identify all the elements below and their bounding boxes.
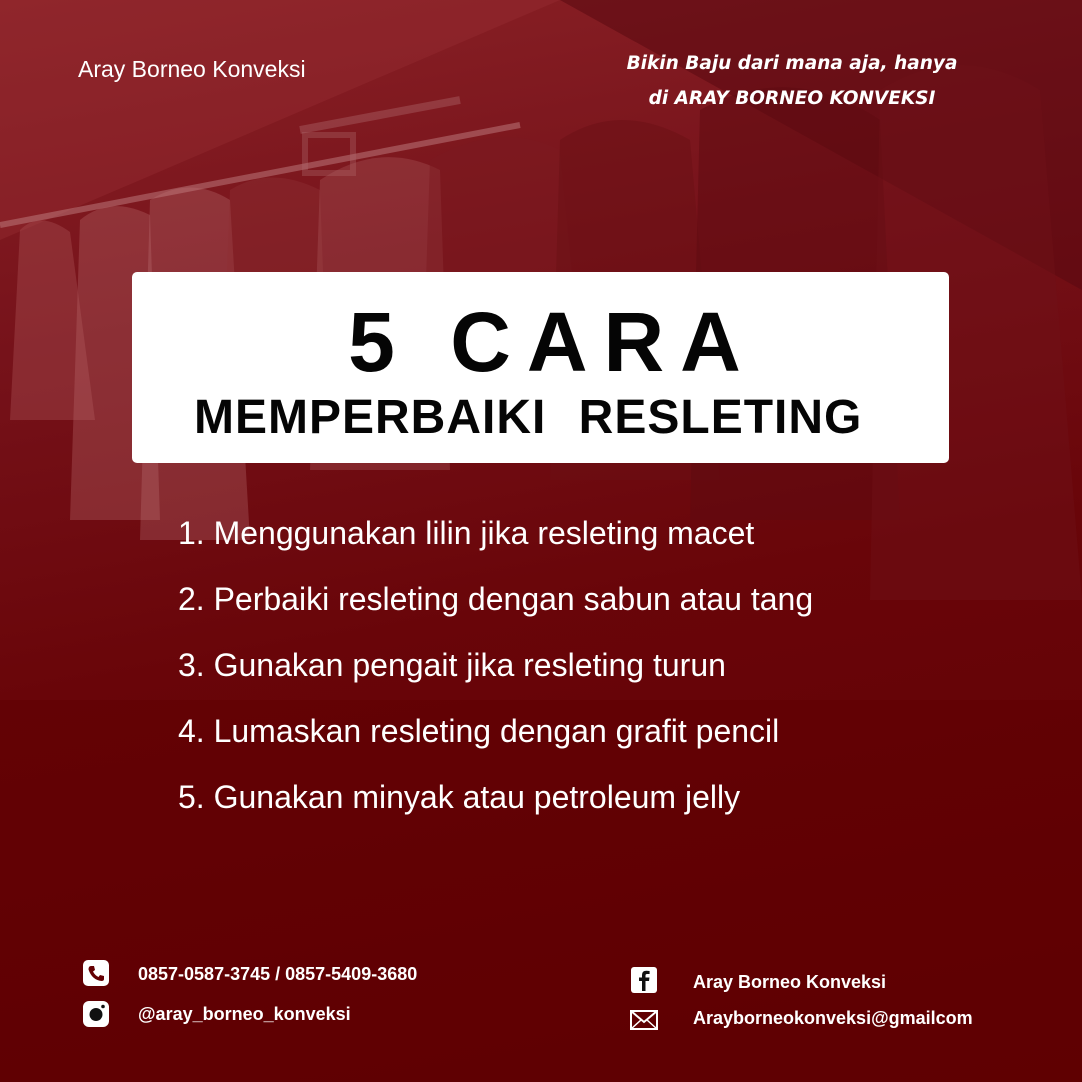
- instagram-icon: [82, 1000, 110, 1028]
- title-box: [132, 272, 949, 463]
- tagline-line1: Bikin Baju dari mana aja, hanya: [626, 53, 958, 74]
- tagline: [582, 46, 1002, 116]
- title-line2: MEMPERBAIKI RESLETING: [194, 391, 863, 444]
- phone-icon: [82, 959, 110, 987]
- instagram-handle: @aray_borneo_konveksi: [138, 1004, 351, 1024]
- step-item: 5. Gunakan minyak atau petroleum jelly: [178, 779, 741, 815]
- steps-list: [178, 500, 813, 830]
- envelope-icon: [630, 1009, 658, 1031]
- facebook-name: Aray Borneo Konveksi: [693, 972, 887, 992]
- brand-name: Aray Borneo Konveksi: [78, 56, 306, 82]
- phone-numbers: 0857-0587-3745 / 0857-5409-3680: [138, 964, 418, 984]
- email-address: Arayborneokonveksi@gmailcom: [693, 1008, 973, 1028]
- title-line1: 5 CARA: [348, 295, 757, 389]
- step-item: 4. Lumaskan resleting dengan grafit pencil: [178, 713, 780, 749]
- tagline-line2: di ARAY BORNEO KONVEKSI: [648, 88, 936, 109]
- step-item: 2. Perbaiki resleting dengan sabun atau tang: [178, 581, 814, 617]
- step-item: 3. Gunakan pengait jika resleting turun: [178, 647, 726, 683]
- facebook-icon: [630, 966, 658, 994]
- step-item: 1. Menggunakan lilin jika resleting macet: [178, 515, 755, 551]
